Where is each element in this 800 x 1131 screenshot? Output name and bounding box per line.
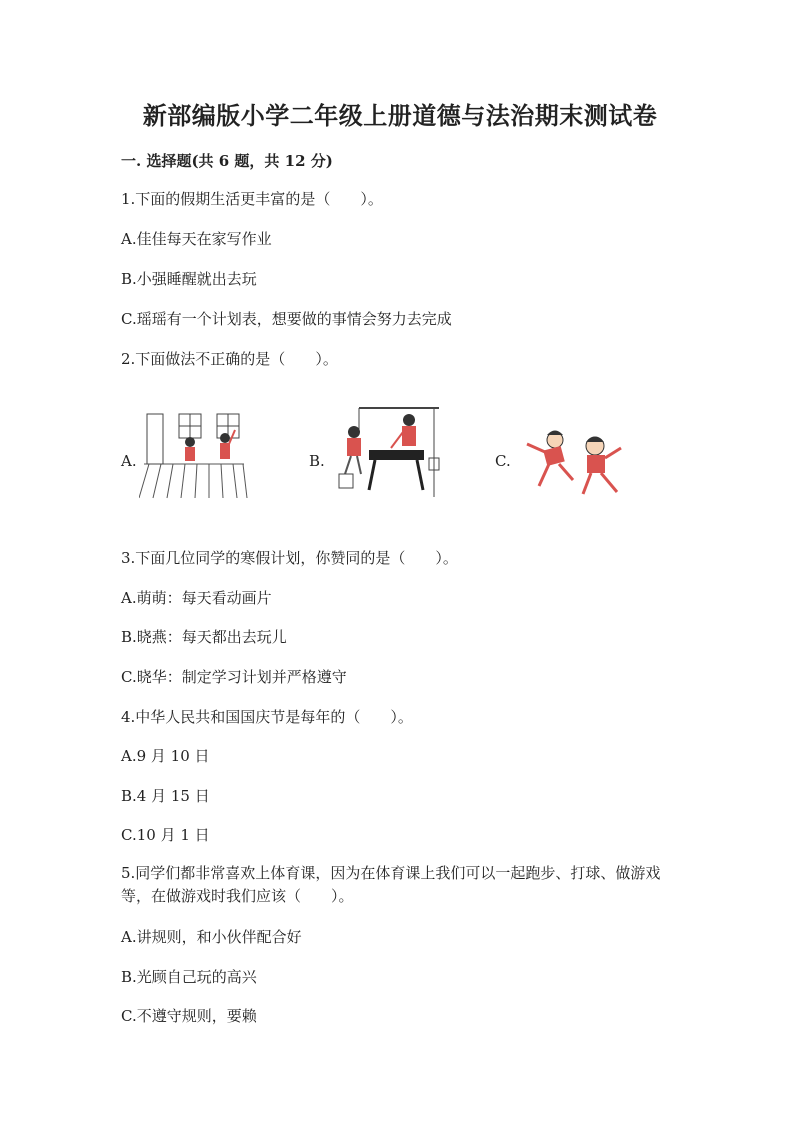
question-1-stem: 1.下面的假期生活更丰富的是（ ）。 [121, 190, 383, 208]
question-5-option-a: A.讲规则，和小伙伴配合好 [121, 928, 302, 946]
question-1-option-c: C.瑶瑶有一个计划表，想要做的事情会努力去完成 [121, 310, 452, 328]
figure-c-label: C. [495, 452, 511, 470]
question-1-option-a: A.佳佳每天在家写作业 [121, 230, 272, 248]
table-wiping-illustration-icon [329, 402, 449, 502]
question-3-option-c: C.晓华：制定学习计划并严格遵守 [121, 668, 347, 686]
question-4-option-c: C.10 月 1 日 [121, 826, 210, 844]
question-1-option-b: B.小强睡醒就出去玩 [121, 270, 257, 288]
question-3-stem: 3.下面几位同学的寒假计划，你赞同的是（ ）。 [121, 549, 458, 567]
page-title: 新部编版小学二年级上册道德与法治期末测试卷 [142, 101, 658, 130]
question-2-stem: 2.下面做法不正确的是（ ）。 [121, 350, 338, 368]
question-3-option-a: A.萌萌：每天看动画片 [121, 589, 272, 607]
section-heading: 一. 选择题(共 6 题，共 12 分) [121, 152, 333, 170]
figure-b-label: B. [309, 452, 325, 470]
window-cleaning-illustration-icon [139, 402, 249, 502]
question-4-option-b: B.4 月 15 日 [121, 787, 210, 805]
figure-a-label: A. [121, 452, 137, 470]
question-4-stem: 4.中华人民共和国国庆节是每年的（ ）。 [121, 708, 413, 726]
question-5-option-b: B.光顾自己玩的高兴 [121, 968, 257, 986]
question-5-option-c: C.不遵守规则，要赖 [121, 1007, 257, 1025]
question-4-option-a: A.9 月 10 日 [121, 747, 210, 765]
children-fighting-illustration-icon [517, 402, 637, 502]
question-5-stem: 5.同学们都非常喜欢上体育课，因为在体育课上我们可以一起跑步、打球、做游戏等，在做游戏时我们应该（ ）。 [121, 864, 661, 905]
question-2-figures [121, 402, 641, 512]
question-3-option-b: B.晓燕：每天都出去玩儿 [121, 628, 287, 646]
